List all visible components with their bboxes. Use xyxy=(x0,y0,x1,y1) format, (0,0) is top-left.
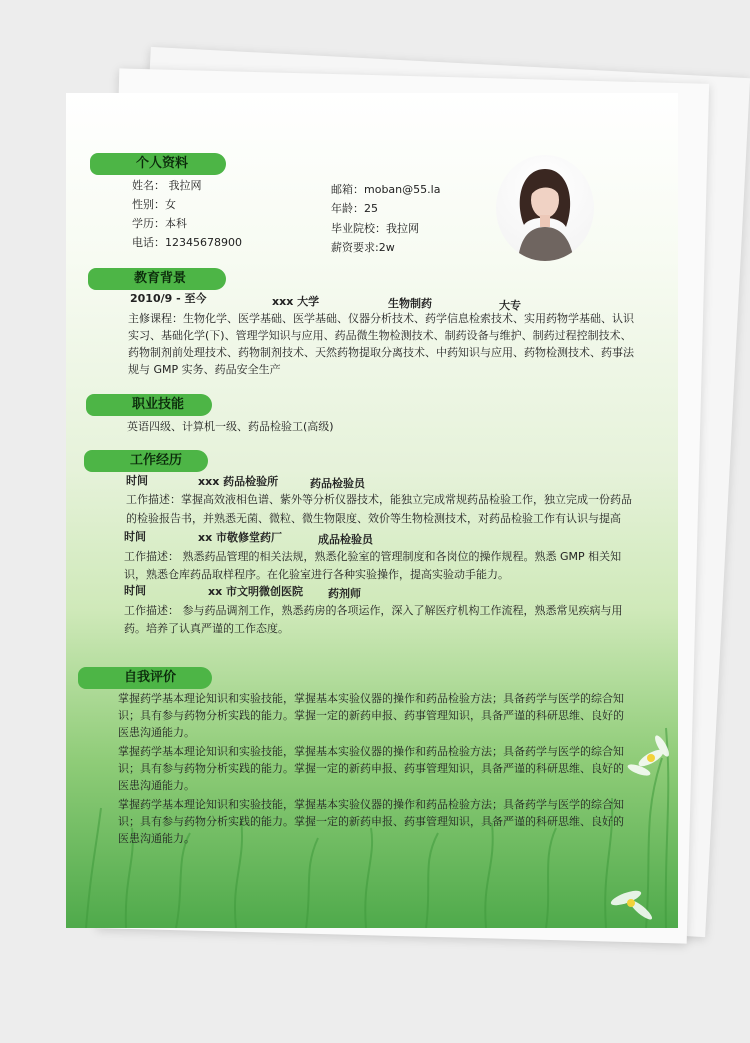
age-field: 年龄：25 xyxy=(331,202,378,215)
self-eval-line: 识；具有参与药物分析实践的能力。掌握一定的新药申报、药事管理知识，具备严谨的科研思维、良好的 xyxy=(118,815,624,828)
section-personal-heading: 个人资料 xyxy=(98,153,226,175)
job-company: xx 市敬修堂药厂 xyxy=(198,531,283,544)
self-eval-line: 识；具有参与药物分析实践的能力。掌握一定的新药申报、药事管理知识，具备严谨的科研思维、良好的 xyxy=(118,762,624,775)
job-desc-line: 药。培养了认真严谨的工作态度。 xyxy=(124,622,289,635)
self-eval-line: 识；具有参与药物分析实践的能力。掌握一定的新药申报、药事管理知识，具备严谨的科研思维、良好的 xyxy=(118,709,624,722)
resume-page xyxy=(66,93,678,928)
email-field: 邮箱：moban@55.la xyxy=(331,183,441,196)
course-line: 药物制剂前处理技术、药物制剂技术、天然药物提取分离技术、中药知识与应用、药物检测技术、药事法 xyxy=(128,346,634,359)
job-role: 成品检验员 xyxy=(318,533,373,546)
job-company: xxx 药品检验所 xyxy=(198,475,279,488)
job-desc-line: 工作描述：掌握高效液相色谱、紫外等分析仪器技术，能独立完成常规药品检验工作，独立完成一份药品 xyxy=(126,493,632,506)
gender-field: 性别：女 xyxy=(132,198,176,211)
name-field: 姓名： 我拉网 xyxy=(132,179,202,192)
job-role: 药品检验员 xyxy=(310,477,365,490)
job-desc-line: 识，熟悉仓库药品取样程序。在化验室进行各种实验操作，提高实验动手能力。 xyxy=(124,568,509,581)
job-time-label: 时间 xyxy=(126,474,148,487)
job-time-label: 时间 xyxy=(124,584,146,597)
section-work-heading: 工作经历 xyxy=(92,450,208,472)
education-degree: 大专 xyxy=(499,299,521,312)
self-eval-line: 掌握药学基本理论知识和实验技能，掌握基本实验仪器的操作和药品检验方法；具备药学与医学的综合知 xyxy=(118,692,624,705)
job-desc-line: 的检验报告书，并熟悉无菌、微粒、微生物限度、效价等生物检测技术，对药品检验工作有认识与提高 xyxy=(126,512,621,525)
education-major: 生物制药 xyxy=(388,297,432,310)
self-eval-line: 掌握药学基本理论知识和实验技能，掌握基本实验仪器的操作和药品检验方法；具备药学与医学的综合知 xyxy=(118,798,624,811)
skills-text: 英语四级、计算机一级、药品检验工(高级) xyxy=(127,420,334,433)
education-field: 学历：本科 xyxy=(132,217,187,230)
job-desc-line: 工作描述： 熟悉药品管理的相关法规，熟悉化验室的管理制度和各岗位的操作规程。熟悉 GMP 相关知 xyxy=(124,550,622,563)
section-education-heading: 教育背景 xyxy=(96,268,226,290)
job-desc-line: 工作描述： 参与药品调剂工作，熟悉药房的各项运作，深入了解医疗机构工作流程，熟悉常见疾病与用 xyxy=(124,604,623,617)
self-eval-line: 医患沟通能力。 xyxy=(118,726,195,739)
school-field: 毕业院校：我拉网 xyxy=(331,222,419,235)
avatar xyxy=(496,155,594,261)
self-eval-line: 医患沟通能力。 xyxy=(118,832,195,845)
course-line: 主修课程：生物化学、医学基础、医学基础、仪器分析技术、药学信息检索技术、实用药物学基础、认识 xyxy=(128,312,634,325)
course-line: 实习、基础化学(下)、管理学知识与应用、药品微生物检测技术、制药设备与维护、制药过程控制技术、 xyxy=(128,329,632,342)
section-self-heading: 自我评价 xyxy=(86,667,212,689)
education-period: 2010/9 - 至今 xyxy=(130,292,207,305)
phone-field: 电话：12345678900 xyxy=(132,236,242,249)
job-company: xx 市文明微创医院 xyxy=(208,585,304,598)
section-skills-heading: 职业技能 xyxy=(94,394,212,416)
self-eval-line: 掌握药学基本理论知识和实验技能，掌握基本实验仪器的操作和药品检验方法；具备药学与医学的综合知 xyxy=(118,745,624,758)
self-eval-line: 医患沟通能力。 xyxy=(118,779,195,792)
education-school: xxx 大学 xyxy=(272,295,320,308)
course-line: 规与 GMP 实务、药品安全生产 xyxy=(128,363,281,376)
job-time-label: 时间 xyxy=(124,530,146,543)
salary-field: 薪资要求:2w xyxy=(331,241,395,254)
job-role: 药剂师 xyxy=(328,587,361,600)
